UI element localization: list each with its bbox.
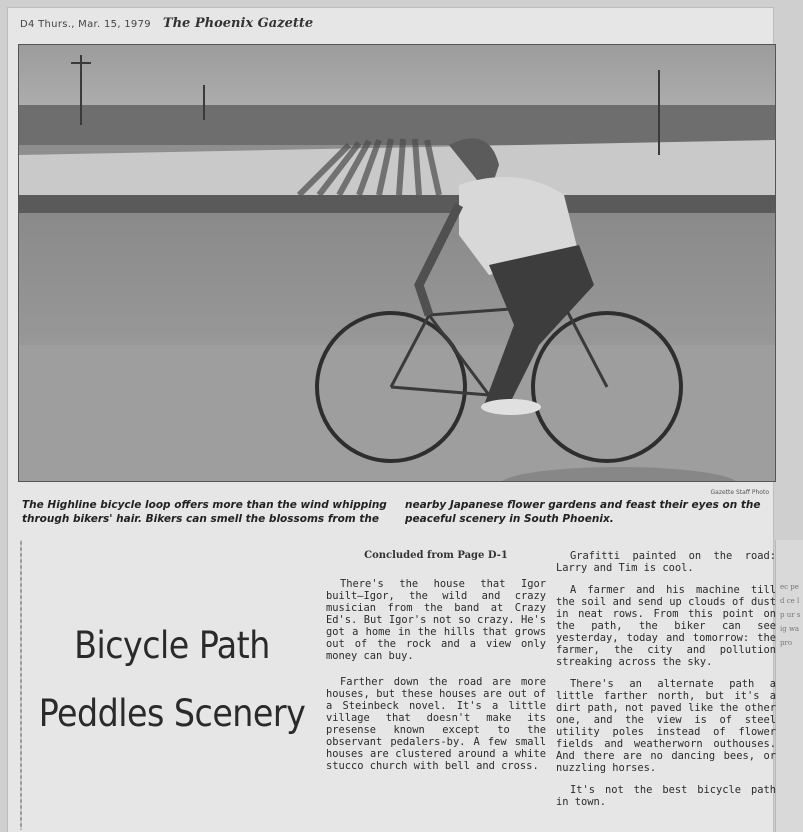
paragraph: Farther down the road are more houses, but these houses are out of a Steinbeck novel. It's a little village that doesn't make its presense known except to the observant pedalers-by. A few small houses are clustered around a white stucco church with bell and cross. bbox=[326, 676, 546, 772]
newspaper-name: The Phoenix Gazette bbox=[162, 16, 314, 31]
adjacent-clipping-scrap bbox=[775, 540, 803, 832]
masthead bbox=[20, 16, 313, 36]
article-column-2 bbox=[556, 550, 776, 818]
caption-left: The Highline bicycle loop offers more than the wind whipping through bikers' hair. Bikers can smell the blossoms from the bbox=[22, 499, 387, 525]
paragraph: A farmer and his machine till the soil and send up clouds of dust in neat rows. From this point on the path, the biker can see yesterday, today and tomorrow: the farmer, the city and pollution streaking across the sky. bbox=[556, 584, 776, 668]
caption-right: nearby Japanese flower gardens and feast their eyes on the peaceful scenery in South Phoenix. bbox=[405, 499, 761, 525]
issue-date: D4 Thurs., Mar. 15, 1979 bbox=[20, 19, 151, 30]
jump-kicker: Concluded from Page D-1 bbox=[364, 550, 508, 561]
article-column-1 bbox=[326, 550, 546, 782]
headline-line-1: Bicycle Path bbox=[74, 624, 270, 667]
paragraph: Grafitti painted on the road: Larry and Tim is cool. bbox=[556, 550, 776, 574]
paragraph: There's the house that Igor built—Igor, the wild and crazy musician from the band at Crazy Ed's. But Igor's not so crazy. He's got a home in the hills that grows out of the rock and a view only money can buy. bbox=[326, 578, 546, 662]
bicyclist-photo bbox=[18, 44, 776, 482]
paragraph: There's an alternate path a little farther north, but it's a dirt path, not paved like the other one, and the view is of steel utility poles instead of flower fields and weatherworn outhouses. And there are no dancing bees, or nuzzling horses. bbox=[556, 678, 776, 774]
headline-line-2: Peddles Scenery bbox=[38, 692, 306, 735]
photo-credit: Gazette Staff Photo bbox=[710, 489, 769, 496]
photo-caption bbox=[22, 498, 776, 526]
scrap-text: ec ped ce lp ur sig wa pro bbox=[780, 583, 801, 647]
paragraph: It's not the best bicycle path in town. bbox=[556, 784, 776, 808]
photo-illustration bbox=[19, 45, 775, 481]
headline bbox=[16, 612, 328, 748]
